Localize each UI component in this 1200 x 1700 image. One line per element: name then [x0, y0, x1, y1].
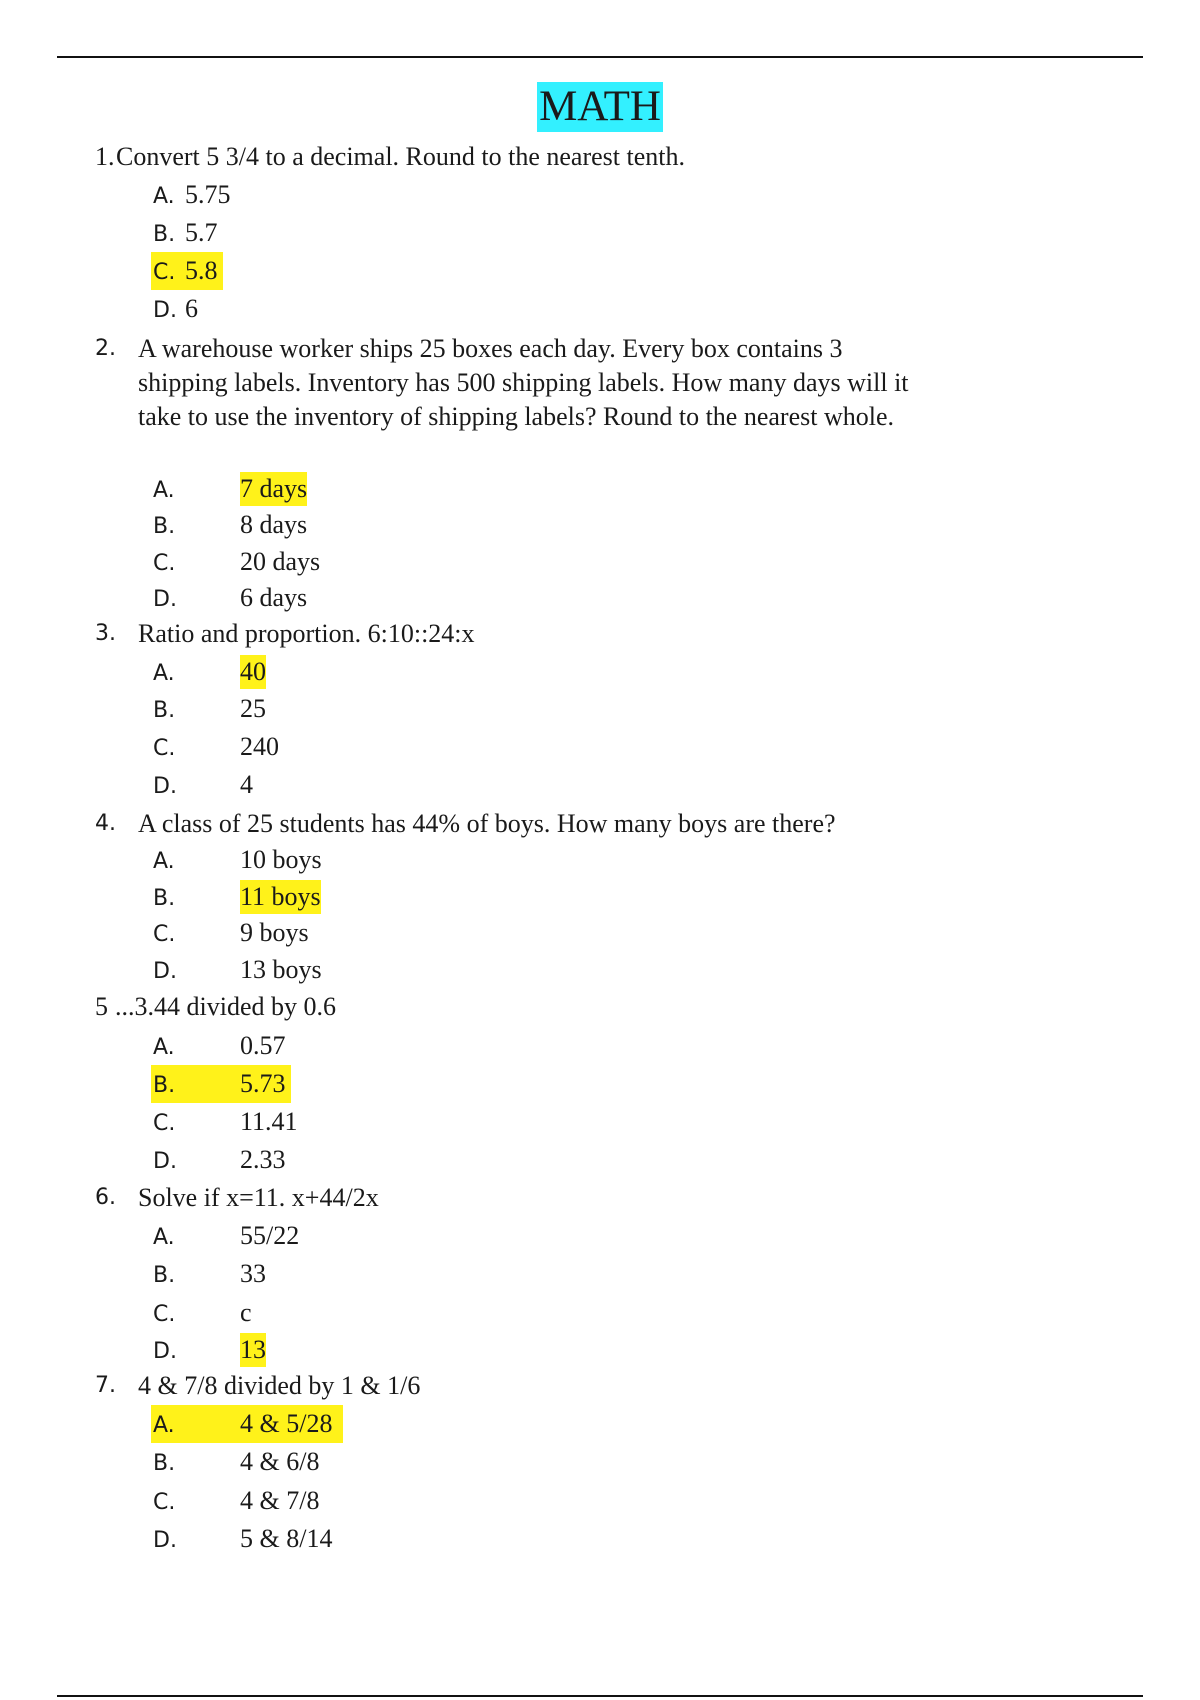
option-letter: C. [153, 736, 176, 761]
option-value: 2.33 [240, 1145, 286, 1174]
question-number: 2. [95, 336, 116, 361]
option-value: 8 days [240, 510, 308, 539]
question-number: 7. [95, 1373, 116, 1398]
option-value: 5.7 [185, 218, 218, 247]
question-number: 4. [95, 811, 116, 836]
option-value: 40 [240, 655, 266, 689]
option-value: 4 & 5/28 [240, 1409, 333, 1438]
option-value: 5 & 8/14 [240, 1524, 333, 1553]
question-text: Solve if x=11. x+44/2x [138, 1183, 379, 1212]
option-value: 11.41 [240, 1107, 298, 1136]
option-letter: B. [153, 886, 176, 911]
option-value: 20 days [240, 547, 321, 576]
option-value: 4 & 6/8 [240, 1447, 320, 1476]
option-value: 11 boys [240, 880, 321, 914]
option-letter: A. [153, 184, 175, 209]
question-text: Ratio and proportion. 6:10::24:x [138, 619, 475, 648]
option-letter: A. [153, 849, 175, 874]
bottom-rule [57, 1695, 1143, 1697]
option-value: 6 [185, 294, 198, 323]
question-2 [95, 332, 995, 472]
question-number: 3. [95, 621, 116, 646]
option-letter: A. [153, 661, 175, 686]
option-letter: B. [153, 1263, 176, 1288]
option-value: 5.8 [185, 256, 218, 285]
option-value: 10 boys [240, 845, 322, 874]
question-text: Convert 5 3/4 to a decimal. Round to the nearest tenth. [116, 142, 685, 171]
option-letter: D. [153, 1149, 177, 1174]
option-letter: B. [153, 514, 176, 539]
option-letter: D. [153, 1339, 177, 1364]
option-letter: B. [153, 698, 176, 723]
option-letter: C. [153, 260, 176, 285]
option-letter: C. [153, 1111, 176, 1136]
question-text: A class of 25 students has 44% of boys. How many boys are there? [138, 809, 836, 838]
question-number: 6. [95, 1185, 116, 1210]
page-title-text: MATH [539, 83, 661, 130]
option-letter: D. [153, 298, 177, 323]
option-value: 5.75 [185, 180, 231, 209]
option-value: 240 [240, 732, 279, 761]
page-title [0, 82, 1200, 132]
top-rule [57, 56, 1143, 58]
question-number: 5 [95, 992, 108, 1021]
option-value: 13 boys [240, 955, 322, 984]
question-text: ...3.44 divided by 0.6 [115, 992, 336, 1021]
option-value: 0.57 [240, 1031, 286, 1060]
option-letter: C. [153, 1490, 176, 1515]
option-letter: C. [153, 922, 176, 947]
question-number: 1. [95, 142, 115, 171]
option-value: 55/22 [240, 1221, 300, 1250]
option-value: 4 [240, 770, 253, 799]
option-letter: C. [153, 551, 176, 576]
option-value: 25 [240, 694, 266, 723]
option-value: 33 [240, 1259, 266, 1288]
option-value: 6 days [240, 583, 308, 612]
option-letter: C. [153, 1302, 176, 1327]
option-letter: A. [153, 478, 175, 503]
option-letter: B. [153, 1451, 176, 1476]
option-letter: A. [153, 1413, 175, 1438]
option-value: 7 days [240, 472, 307, 506]
option-letter: D. [153, 774, 177, 799]
option-letter: A. [153, 1035, 175, 1060]
option-letter: D. [153, 587, 177, 612]
option-letter: D. [153, 959, 177, 984]
option-letter: A. [153, 1225, 175, 1250]
option-value: 13 [240, 1333, 266, 1367]
option-value: 4 & 7/8 [240, 1486, 320, 1515]
option-value: c [240, 1298, 252, 1327]
option-value: 9 boys [240, 918, 309, 947]
option-letter: B. [153, 222, 176, 247]
question-text: A warehouse worker ships 25 boxes each day. Every box contains 3 shipping labels. Inventory has 500 shipping labels. How many days will it take to use the inventory of shipping labels? Round to the nearest whole. [138, 334, 909, 431]
option-letter: B. [153, 1073, 176, 1098]
option-value: 5.73 [240, 1069, 286, 1098]
question-text: 4 & 7/8 divided by 1 & 1/6 [138, 1371, 421, 1400]
option-letter: D. [153, 1528, 177, 1553]
